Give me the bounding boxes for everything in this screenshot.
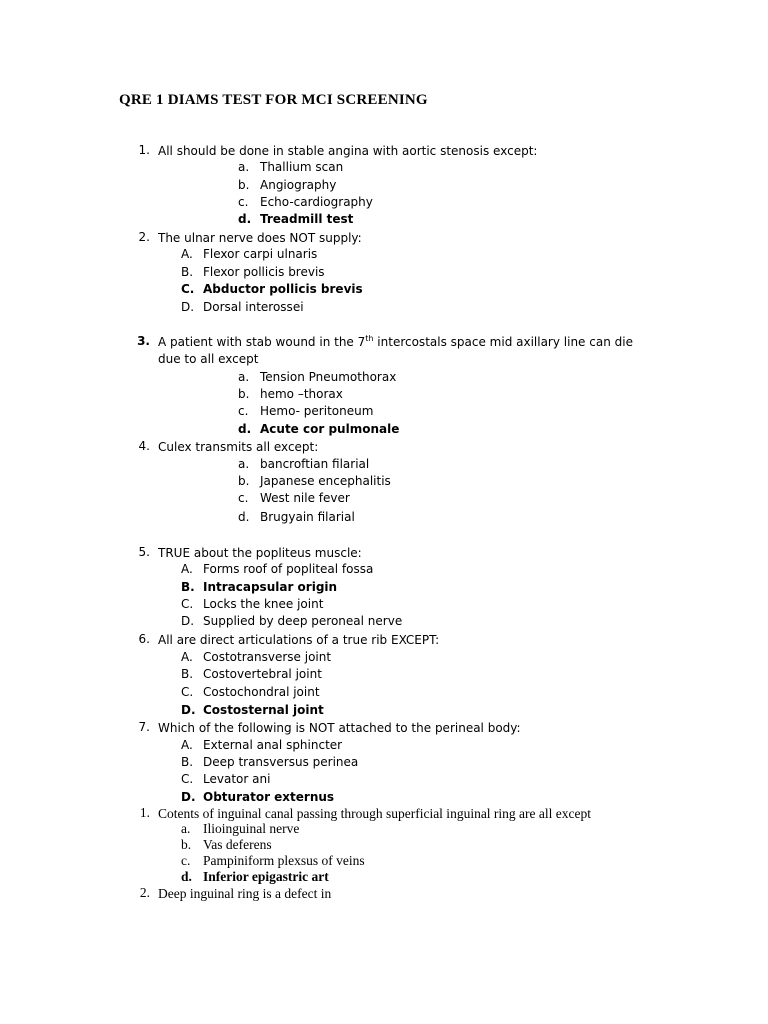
option-letter: c. (181, 853, 191, 868)
option-letter: a. (238, 457, 250, 471)
option-text: Deep transversus perinea (203, 755, 359, 769)
option-text: Obturator externus (203, 790, 335, 804)
option-letter: b. (238, 387, 250, 401)
question-number: 3. (137, 334, 150, 348)
question-number: 1. (138, 143, 150, 157)
option-letter: C. (181, 282, 195, 296)
option-text: Abductor pollicis brevis (203, 282, 363, 296)
option-letter: A. (181, 738, 193, 752)
option-letter: C. (181, 597, 194, 611)
question-number: 2. (138, 230, 150, 244)
option-letter: A. (181, 562, 193, 576)
option-text: Intracapsular origin (203, 580, 338, 594)
option-text: Acute cor pulmonale (260, 422, 400, 436)
question-text: All are direct articulations of a true rib EXCEPT: (158, 633, 440, 647)
option-text: Supplied by deep peroneal nerve (203, 614, 403, 628)
option-text: West nile fever (260, 491, 350, 505)
option-text: Treadmill test (260, 212, 354, 226)
option-letter: D. (181, 703, 196, 717)
option-letter: c. (238, 491, 249, 505)
option-text: Dorsal interossei (203, 300, 304, 314)
option-letter: d. (181, 869, 192, 884)
question-number: 6. (138, 632, 150, 646)
superscript: th (365, 334, 374, 343)
option-letter: d. (238, 212, 252, 226)
question-text: Which of the following is NOT attached to the perineal body: (158, 721, 521, 735)
option-text: Costovertebral joint (203, 667, 322, 681)
question-number: 4. (138, 439, 150, 453)
option-text: Tension Pneumothorax (260, 370, 397, 384)
option-letter: B. (181, 580, 195, 594)
page-title: QRE 1 DIAMS TEST FOR MCI SCREENING (119, 92, 428, 108)
option-text: Ilioinguinal nerve (203, 821, 300, 836)
option-text: Thallium scan (260, 160, 344, 174)
option-text: Flexor carpi ulnaris (203, 247, 318, 261)
option-text: Hemo- peritoneum (260, 404, 374, 418)
option-text: bancroftian filarial (260, 457, 370, 471)
option-letter: B. (181, 667, 194, 681)
option-letter: A. (181, 247, 193, 261)
option-letter: b. (181, 837, 192, 852)
question-text-part: intercostals space mid axillary line can die due to all except (158, 335, 633, 367)
option-letter: D. (181, 790, 196, 804)
option-letter: C. (181, 685, 194, 699)
option-text: Pampiniform plexsus of veins (203, 853, 365, 868)
option-text: Locks the knee joint (203, 597, 324, 611)
option-letter: a. (238, 160, 250, 174)
question-text (158, 334, 658, 369)
question-text: Deep inguinal ring is a defect in (158, 886, 332, 901)
option-letter: D. (181, 614, 195, 628)
option-letter: D. (181, 300, 195, 314)
option-text: Angiography (260, 178, 337, 192)
option-letter: a. (181, 821, 191, 836)
option-text: hemo –thorax (260, 387, 343, 401)
option-letter: d. (238, 510, 250, 524)
option-text: Brugyain filarial (260, 510, 355, 524)
option-letter: c. (238, 195, 249, 209)
option-letter: B. (181, 265, 194, 279)
option-letter: b. (238, 178, 250, 192)
option-text: External anal sphincter (203, 738, 343, 752)
option-letter: B. (181, 755, 194, 769)
option-text: Inferior epigastric art (203, 869, 329, 884)
question-number: 5. (138, 545, 150, 559)
question-text: Cotents of inguinal canal passing through superficial inguinal ring are all except (158, 806, 592, 821)
option-text: Flexor pollicis brevis (203, 265, 325, 279)
option-text: Vas deferens (203, 837, 272, 852)
option-letter: a. (238, 370, 250, 384)
option-letter: c. (238, 404, 249, 418)
option-letter: C. (181, 772, 194, 786)
option-text: Costotransverse joint (203, 650, 332, 664)
option-text: Levator ani (203, 772, 271, 786)
question-text: TRUE about the popliteus muscle: (158, 546, 362, 560)
question-text: The ulnar nerve does NOT supply: (158, 231, 362, 245)
question-text: All should be done in stable angina with aortic stenosis except: (158, 144, 538, 158)
question-number: 2. (139, 885, 150, 900)
option-text: Echo-cardiography (260, 195, 373, 209)
question-number: 7. (138, 720, 150, 734)
question-number: 1. (139, 805, 150, 820)
question-text: Culex transmits all except: (158, 440, 319, 454)
option-letter: b. (238, 474, 250, 488)
option-letter: d. (238, 422, 252, 436)
option-text: Costosternal joint (203, 703, 324, 717)
option-text: Japanese encephalitis (260, 474, 391, 488)
option-text: Costochondral joint (203, 685, 320, 699)
option-letter: A. (181, 650, 193, 664)
option-text: Forms roof of popliteal fossa (203, 562, 374, 576)
question-text-part: A patient with stab wound in the 7 (158, 335, 366, 349)
